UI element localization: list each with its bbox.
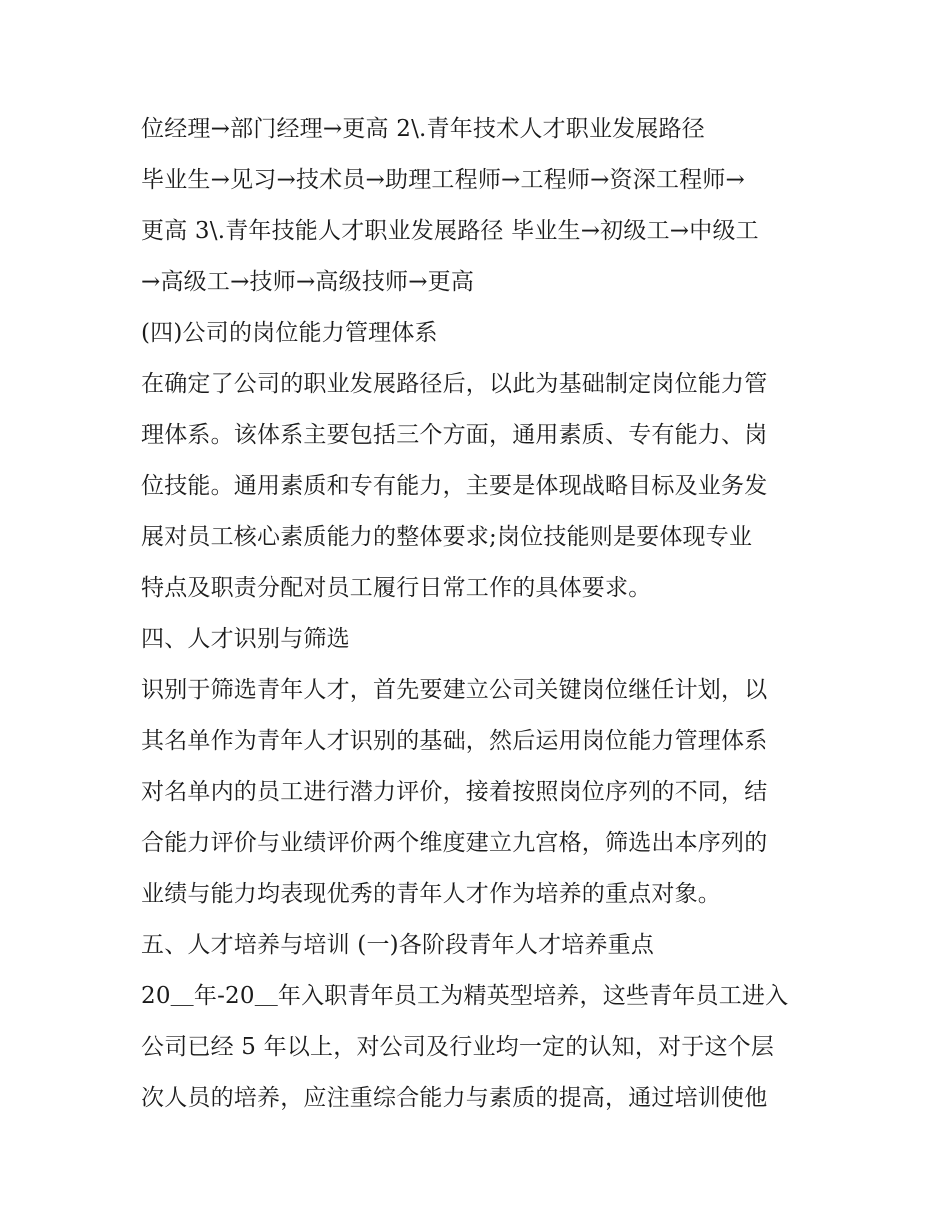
- text-line: 识别于筛选青年人才，首先要建立公司关键岗位继任计划，以: [141, 677, 768, 703]
- text-line: 毕业生→见习→技术员→助理工程师→工程师→资深工程师→: [141, 167, 746, 193]
- section-heading: 四、人才识别与筛选: [141, 626, 350, 652]
- text-line: 20＿年-20＿年入职青年员工为精英型培养，这些青年员工进入: [141, 983, 789, 1009]
- text-line: 理体系。该体系主要包括三个方面，通用素质、专有能力、岗: [141, 422, 768, 448]
- text-line: 合能力评价与业绩评价两个维度建立九宫格，筛选出本序列的: [141, 830, 768, 856]
- text-line: 展对员工核心素质能力的整体要求;岗位技能则是要体现专业: [141, 524, 753, 550]
- section-heading: 五、人才培养与培训 (一)各阶段青年人才培养重点: [141, 932, 655, 958]
- text-line: 次人员的培养，应注重综合能力与素质的提高，通过培训使他: [141, 1085, 768, 1111]
- text-line: 公司已经 5 年以上，对公司及行业均一定的认知，对于这个层: [141, 1034, 775, 1060]
- text-line: 位经理→部门经理→更高 2\.青年技术人才职业发展路径: [141, 116, 705, 142]
- text-line: 业绩与能力均表现优秀的青年人才作为培养的重点对象。: [141, 881, 721, 907]
- text-line: →高级工→技师→高级技师→更高: [141, 269, 475, 295]
- section-heading: (四)公司的岗位能力管理体系: [141, 320, 438, 346]
- text-line: 位技能。通用素质和专有能力，主要是体现战略目标及业务发: [141, 473, 768, 499]
- text-line: 特点及职责分配对员工履行日常工作的具体要求。: [141, 575, 652, 601]
- text-line: 对名单内的员工进行潜力评价，接着按照岗位序列的不同，结: [141, 779, 768, 805]
- document-page: [141, 104, 821, 1124]
- text-line: 其名单作为青年人才识别的基础，然后运用岗位能力管理体系: [141, 728, 768, 754]
- text-line: 更高 3\.青年技能人才职业发展路径 毕业生→初级工→中级工: [141, 218, 759, 244]
- text-line: 在确定了公司的职业发展路径后，以此为基础制定岗位能力管: [141, 371, 768, 397]
